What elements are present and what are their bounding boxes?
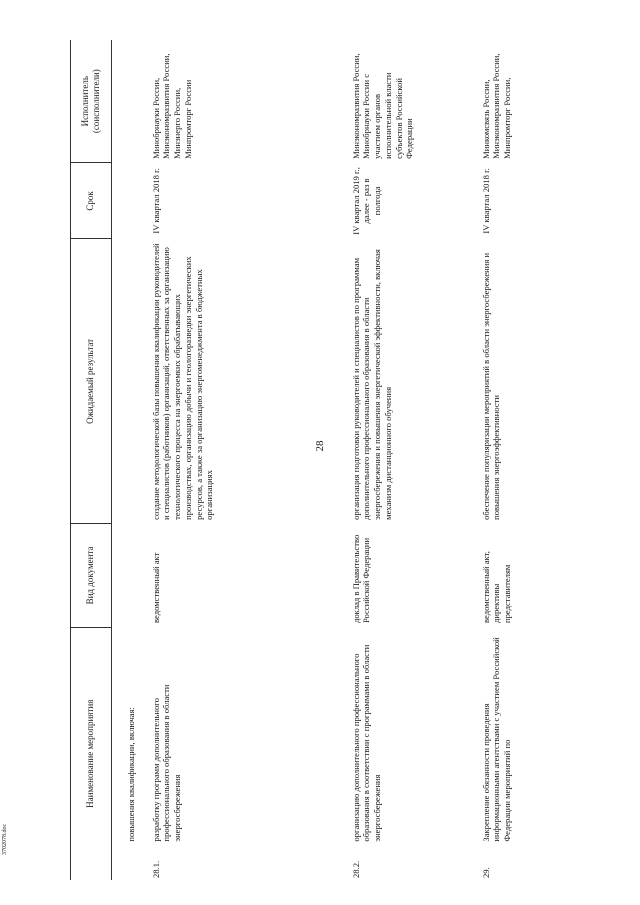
header-name: Наименование мероприятия xyxy=(71,627,112,880)
row-doc: ведомственный акт xyxy=(150,552,161,624)
header-executor: Исполнитель (соисполнители) xyxy=(71,40,112,163)
page-number: 28 xyxy=(314,440,326,452)
row-term: IV квартал 2018 г. xyxy=(150,168,161,234)
row-executor: Минэкономразвития России, Минобрнауки России с участием органов исполнительной власти субъектов Российской Федерации xyxy=(350,53,415,159)
table-intro-row xyxy=(112,40,145,880)
header-doc: Вид документа xyxy=(71,524,112,627)
row-name: Закрепление обязанности проведения информационными агентствами с участием Российской Федерации мероприятий по xyxy=(480,637,513,842)
header-term: Срок xyxy=(71,163,112,239)
row-result: организация подготовки руководителей и специалистов по программам дополнительного профессионального образования в области энергосбережения и повышения энергетической эффективности, включая механизм дистанционного обучения xyxy=(350,249,393,520)
table-row xyxy=(475,40,545,880)
row-result: создание методологической базы повышения квалификации руководителей и специалистов (работников) организаций, ответственных за организацию технологического процесса на энергоемких обрабатывающих производствах, организацию добычи и геологоразведки энергетических ресурсов, а также за организацию энергоменеджмента в бюджетных организациях xyxy=(150,243,215,520)
row-term: IV квартал 2018 г. xyxy=(480,168,491,234)
row-doc: доклад в Правительство Российской Федерации xyxy=(350,534,372,624)
table-row xyxy=(345,40,475,880)
row-number: 29. xyxy=(480,867,491,878)
row-number: 28.2. xyxy=(350,860,361,878)
table-row xyxy=(145,40,345,880)
row-name: организацию дополнительного профессионального образования в соответствии с программами в области энергосбережения xyxy=(350,644,383,842)
table-header-row xyxy=(71,40,112,880)
row-term: IV квартал 2019 г., далее - раз в полгода xyxy=(350,167,383,235)
row-number: 28.1. xyxy=(150,860,161,878)
rotated-table-container xyxy=(70,40,610,880)
intro-text: повышения квалификации, включая: xyxy=(126,707,136,842)
measures-table xyxy=(70,40,545,880)
row-name: разработку программ дополнительного профессионального образования в области энергосбережения xyxy=(150,684,183,842)
row-executor: Минкомсвязь России, Минэкономразвития России, Минпромторг России, xyxy=(480,53,513,159)
footer-filename: 3702078.doc xyxy=(2,823,8,855)
row-doc: ведомственный акт, директивы представителям xyxy=(480,551,513,624)
row-result: обеспечение популяризации мероприятий в области энергосбережения и повышения энергоэффективности xyxy=(480,252,502,520)
row-executor: Минобрнауки России, Минэкономразвития России, Минэнерго России, Минпромторг России xyxy=(150,53,193,159)
header-result: Ожидаемый результат xyxy=(71,239,112,524)
